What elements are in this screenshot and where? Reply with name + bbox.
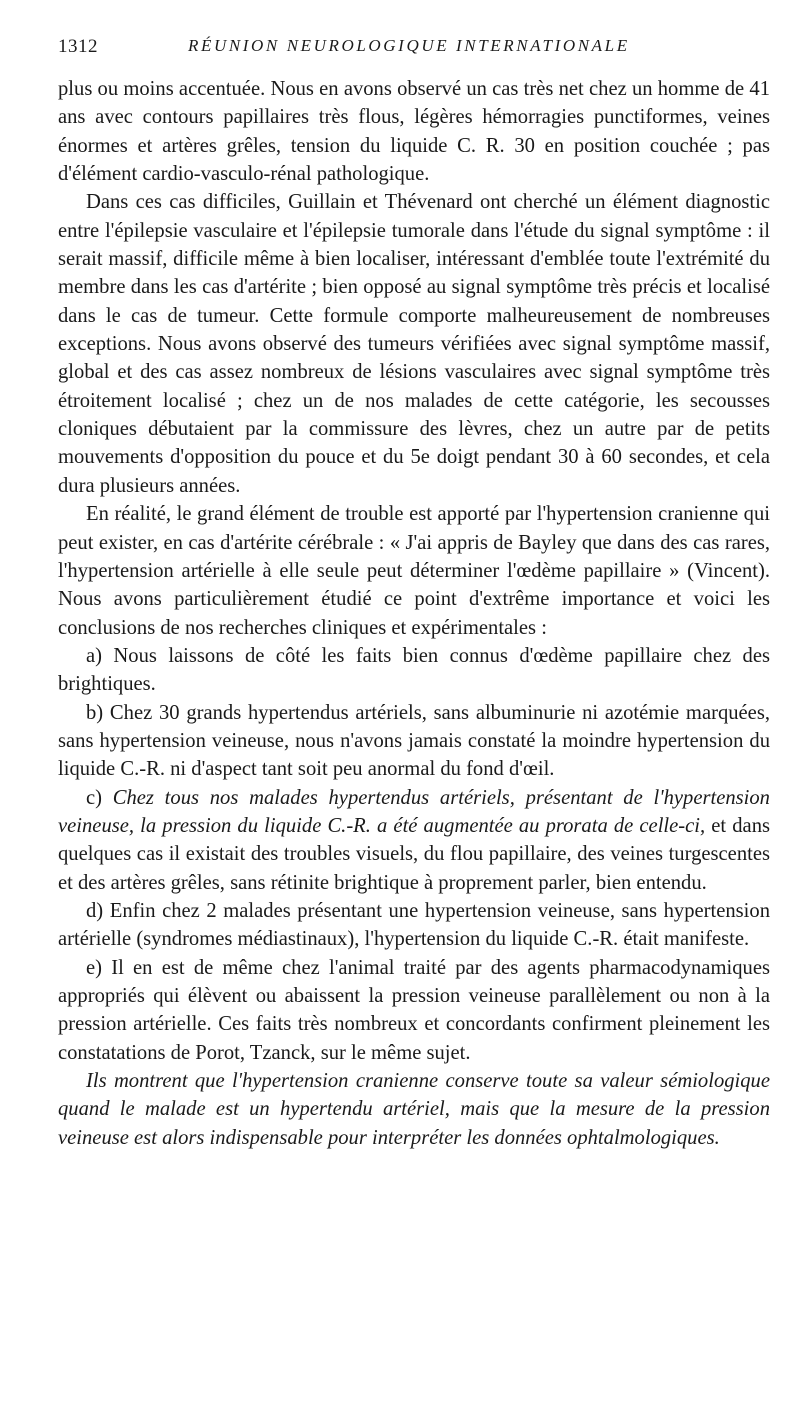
- item-e: e) Il en est de même chez l'animal traité par des agents pharmacodynamiques appropriés qui élèvent ou abaissent la pression veineuse parallèlement ou non à la pression artérielle. Ces faits très nombreux et concordants confirment pleinement les constatations de Porot, Tzanck, sur le même sujet.: [58, 956, 770, 1064]
- body-text: [58, 75, 770, 1152]
- item-b: b) Chez 30 grands hypertendus artériels, sans albuminurie ni azotémie marquées, sans hypertension veineuse, nous n'avons jamais constaté la moindre hypertension du liquide C.-R. ni d'aspect tant soit peu anormal du fond d'œil.: [58, 701, 770, 781]
- item-c-rest: et dans quelques cas il existait des troubles visuels, du flou papillaire, des veines turgescentes et des artères grêles, sans rétinite brightique à proprement parler, bien entendu.: [58, 814, 771, 894]
- paragraph-1: plus ou moins accentuée. Nous en avons observé un cas très net chez un homme de 41 ans avec contours papillaires très flous, légères hémorragies punctiformes, veines énormes et artères grêles, tension du liquide C. R. 30 en position couchée ; pas d'élément cardio-vasculo-rénal pathologique.: [58, 78, 770, 186]
- item-a: a) Nous laissons de côté les faits bien connus d'œdème papillaire chez des brightiques.: [58, 644, 770, 696]
- item-c-italic: Chez tous nos malades hypertendus artériels, présentant de l'hypertension veineuse, la pression du liquide C.-R. a été augmentée au prorata de celle-ci,: [58, 786, 770, 837]
- paragraph-3: En réalité, le grand élément de trouble est apporté par l'hypertension cranienne qui peut exister, en cas d'artérite cérébrale : « J'ai appris de Bayley que dans des cas rares, l'hypertension artérielle à elle seule peut déterminer l'œdème papillaire » (Vincent). Nous avons particulièrement étudié ce point d'extrême importance et voici les conclusions de nos recherches cliniques et expérimentales :: [58, 503, 770, 639]
- item-c-label: c): [86, 786, 102, 809]
- running-title: RÉUNION NEUROLOGIQUE INTERNATIONALE: [188, 36, 630, 55]
- paragraph-2: Dans ces cas difficiles, Guillain et Thévenard ont cherché un élément diagnostic entre l'épilepsie vasculaire et l'épilepsie tumorale dans l'étude du signal symptôme : il serait massif, difficile même à bien localiser, intéressant d'emblée toute l'extrémité du membre dans les cas d'artérite ; bien opposé au signal symptôme très précis et localisé dans le cas de tumeur. Cette formule comporte malheureusement de nombreuses exceptions. Nous avons observé des tumeurs vérifiées avec signal symptôme massif, global et des cas assez nombreux de lésions vasculaires avec signal symptôme très étroitement localisé ; chez un de nos malades de cette catégorie, les secousses cloniques débutaient par la commissure des lèvres, chez un autre par de petits mouvements d'opposition du pouce et du 5e doigt pendant 30 à 60 secondes, et cela dura plusieurs années.: [58, 191, 770, 497]
- item-c: [58, 784, 770, 897]
- page-number: 1312: [58, 36, 98, 57]
- running-head: [58, 36, 758, 66]
- item-d: d) Enfin chez 2 malades présentant une hypertension veineuse, sans hypertension artérielle (syndromes médiastinaux), l'hypertension du liquide C.-R. était manifeste.: [58, 899, 770, 951]
- conclusion-paragraph: Ils montrent que l'hypertension cranienne conserve toute sa valeur sémiologique quand le malade est un hypertendu artériel, mais que la mesure de la pression veineuse est alors indispensable pour interpréter les données ophtalmologiques.: [58, 1070, 770, 1149]
